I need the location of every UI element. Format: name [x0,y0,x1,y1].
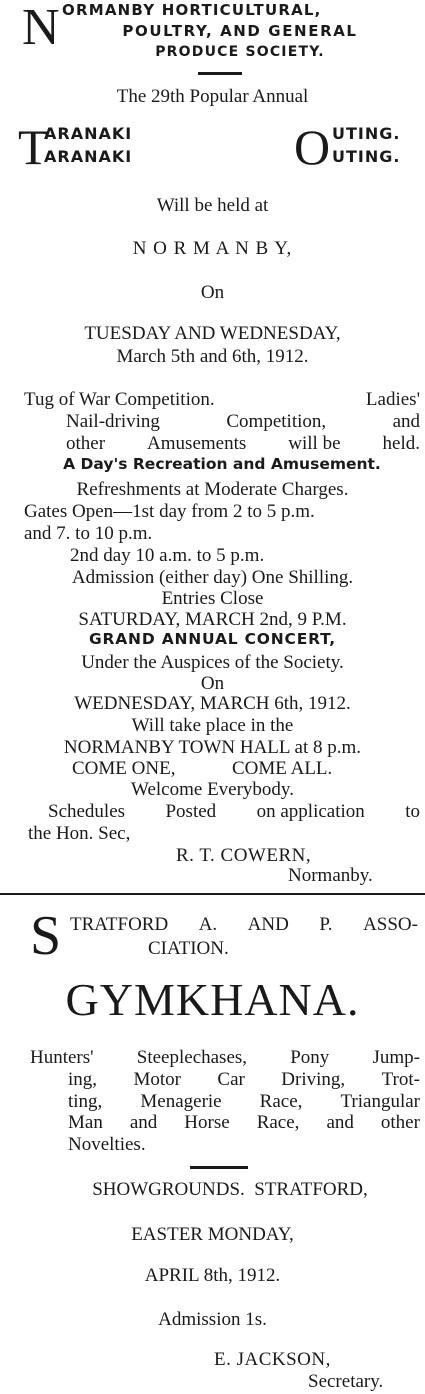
on-line: On [200,282,225,303]
concert-on-line: On [200,673,225,694]
stratford-heading-2: CIATION. [148,938,229,959]
events-text: Car [217,1069,245,1090]
drop-cap-o: O [294,119,331,175]
heading-line-1: ORMANBY HORTICULTURAL, [62,1,322,19]
divider-rule [198,72,242,75]
gates-line-2: and 7. to 10 p.m. [24,523,153,544]
come-one: COME ONE, [72,758,176,779]
events-text: Driving, [281,1069,346,1090]
gymkhana-events-4 [68,1113,420,1132]
gates-line-1: Gates Open—1st day from 2 to 5 p.m. [24,501,315,522]
events-text: Jump- [372,1047,420,1068]
events-text: Steeplechases, [136,1047,248,1068]
signature-name: E. JACKSON, [214,1349,331,1370]
events-text: Pony [290,1047,330,1068]
intro-line: The 29th Popular Annual [116,86,309,107]
heading-line-2: POULTRY, AND GENERAL [122,22,358,40]
heading-word: TRATFORD [70,914,169,935]
gymkhana-events-2 [68,1070,420,1089]
concert-line: GRAND ANNUAL CONCERT, [89,630,336,648]
events-text: and [392,411,420,432]
events-text: ing, [68,1069,98,1090]
day-line: EASTER MONDAY, [131,1224,294,1245]
drop-cap-t: T [18,119,49,175]
events-line-3 [66,434,420,453]
events-text: Horse [184,1112,230,1133]
taranaki-line-2: ARANAKI [44,147,133,166]
events-text: will be [288,433,341,454]
events-text: other [66,433,106,454]
outing-line-1: UTING. [332,124,401,143]
events-text: Ladies' [365,389,420,410]
heading-word: ASSO- [363,914,418,935]
events-text: and [326,1112,354,1133]
taranaki-line-1: ARANAKI [44,124,133,143]
auspices-line: Under the Auspices of the Society. [81,652,344,673]
take-place-line: Will take place in the [131,715,294,736]
events-text: Amusements [147,433,247,454]
events-text: Race, [259,1091,303,1112]
venue-line: NORMANBY TOWN HALL at 8 p.m. [63,737,362,758]
gymkhana-events-3 [68,1092,420,1111]
dates-line-2: March 5th and 6th, 1912. [116,346,309,367]
refreshments-line: Refreshments at Moderate Charges. [76,479,349,500]
heading-word: AND [247,914,289,935]
recreation-line: A Day's Recreation and Amusement. [63,455,381,473]
drop-cap-s: S [30,905,62,967]
events-text: Menagerie [140,1091,222,1112]
events-text: and [129,1112,158,1133]
divider-rule [190,1166,248,1169]
events-text: Hunters' [30,1047,94,1068]
held-at-line: Will be held at [156,195,269,216]
come-all: COME ALL. [232,758,333,779]
admission-line: Admission 1s. [158,1309,267,1330]
signature-title: Secretary. [308,1371,384,1392]
gymkhana-events-1 [30,1048,420,1067]
events-text: other [380,1112,420,1133]
schedules-line-1 [48,802,420,821]
date-line: APRIL 8th, 1912. [144,1265,281,1286]
signature-place: Normanby. [288,865,373,886]
events-text: Race, [256,1112,300,1133]
signature-name: R. T. COWERN, [176,845,312,866]
heading-line-3: PRODUCE SOCIETY. [155,44,325,60]
events-text: Tug of War Competition. [24,389,215,410]
schedules-text: Schedules [48,801,126,822]
events-line-2 [66,412,420,431]
schedules-line-2: the Hon. Sec, [28,823,131,844]
entries-date-line: SATURDAY, MARCH 2nd, 9 P.M. [78,609,347,630]
heading-word: P. [319,914,333,935]
events-text: Triangular [340,1091,420,1112]
welcome-line: Welcome Everybody. [131,779,294,800]
gymkhana-title: GYMKHANA. [65,974,360,1025]
heading-word: A. [198,914,218,935]
entries-line: Entries Close [161,588,264,609]
events-text: held. [382,433,420,454]
location-line: SHOWGROUNDS. STRATFORD, [92,1179,368,1200]
schedules-text: to [405,801,420,822]
drop-cap-n: N [22,0,60,56]
events-text: Man [68,1112,103,1133]
events-text: ting, [68,1091,103,1112]
dates-line-1: TUESDAY AND WEDNESDAY, [84,323,341,344]
events-text: Competition, [226,411,327,432]
ad-separator [0,893,425,895]
events-text: Motor [133,1069,181,1090]
concert-date-line: WEDNESDAY, MARCH 6th, 1912. [74,693,351,714]
gymkhana-events-5: Novelties. [68,1134,146,1155]
schedules-text: on application [256,801,365,822]
gates-line-3: 2nd day 10 a.m. to 5 p.m. [70,545,265,566]
place-line: N O R M A N B Y, [132,238,293,259]
stratford-heading-1 [70,915,418,934]
events-text: Nail-driving [66,411,160,432]
outing-line-2: UTING. [332,147,401,166]
events-text: Trot- [381,1069,420,1090]
admission-line: Admission (either day) One Shilling. [71,567,354,588]
events-line-1 [24,390,420,409]
schedules-text: Posted [165,801,217,822]
